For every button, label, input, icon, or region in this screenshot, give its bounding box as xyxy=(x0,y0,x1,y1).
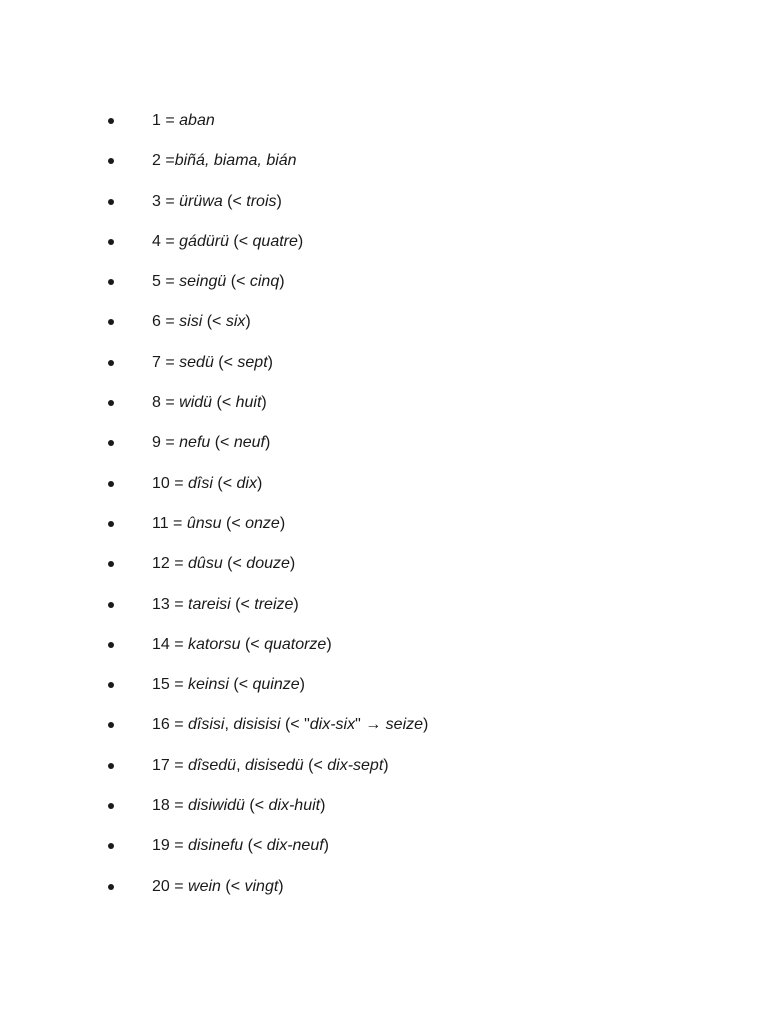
equals-sign: = xyxy=(160,192,180,210)
numeral-entry xyxy=(152,705,428,745)
equals-sign: = xyxy=(169,756,189,774)
annotation-text: (< xyxy=(220,877,245,895)
word-form: dix xyxy=(236,474,257,492)
word-form: seingü xyxy=(179,273,227,291)
numeral-number: 15 xyxy=(152,676,170,694)
annotation-text: (< xyxy=(230,595,255,613)
word-form: dix-neuf xyxy=(266,837,324,855)
annotation-text: ) xyxy=(299,676,305,694)
annotation-text: ) xyxy=(276,192,282,210)
annotation-text: ) xyxy=(323,837,329,855)
annotation-text: (< " xyxy=(280,716,310,734)
word-form: sedü xyxy=(179,353,214,371)
numeral-entry xyxy=(152,867,284,907)
bullet-icon xyxy=(108,602,114,608)
word-form: neuf xyxy=(233,434,265,452)
word-form: katorsu xyxy=(188,635,241,653)
bullet-icon xyxy=(108,158,114,164)
annotation-text: (< xyxy=(213,353,238,371)
word-form: treize xyxy=(254,595,294,613)
equals-sign: = xyxy=(169,635,189,653)
annotation-text: (< xyxy=(212,474,237,492)
numeral-entry xyxy=(152,141,297,181)
numeral-entry xyxy=(152,101,215,141)
equals-sign: = xyxy=(160,112,180,129)
bullet-icon xyxy=(108,521,114,527)
bullet-icon xyxy=(108,722,114,728)
numeral-entry xyxy=(152,504,285,544)
word-form: widü xyxy=(179,394,213,412)
annotation-text: ) xyxy=(326,635,332,653)
numeral-number: 14 xyxy=(152,635,170,653)
bullet-icon xyxy=(108,279,114,285)
numeral-entry xyxy=(152,826,329,866)
word-form: disiwidü xyxy=(188,797,245,815)
word-form: dix-sept xyxy=(327,756,384,774)
equals-sign: = xyxy=(169,555,189,573)
bullet-icon xyxy=(108,763,114,769)
word-form: dûsu xyxy=(188,555,223,573)
word-form: biñá, biama, bián xyxy=(174,152,297,170)
annotation-text: (< xyxy=(303,756,328,774)
numeral-number: 2 xyxy=(152,152,161,170)
bullet-icon xyxy=(108,803,114,809)
bullet-icon xyxy=(108,319,114,325)
numeral-number: 5 xyxy=(152,273,161,291)
numeral-entry xyxy=(152,343,273,383)
numeral-number: 8 xyxy=(152,394,161,412)
equals-sign: = xyxy=(160,353,180,371)
annotation-text: ) xyxy=(279,273,285,291)
numeral-entry xyxy=(152,786,325,826)
word-form: quatre xyxy=(252,232,298,250)
annotation-text: ) xyxy=(383,756,389,774)
numeral-number: 19 xyxy=(152,837,170,855)
annotation-text: (< xyxy=(210,434,234,452)
annotation-text: ) xyxy=(279,514,286,532)
numeral-number: 20 xyxy=(152,877,170,895)
annotation-text: ) xyxy=(289,555,296,573)
word-form: huit xyxy=(235,394,262,412)
word-form: dîsisi xyxy=(188,716,225,734)
word-form: sept xyxy=(237,353,268,371)
numeral-number: 16 xyxy=(152,716,170,734)
annotation-text: (< xyxy=(240,635,265,653)
word-form: dîsi xyxy=(188,474,213,492)
numeral-number: 13 xyxy=(152,595,170,613)
word-form: nefu xyxy=(179,434,211,452)
word-form: seize xyxy=(385,716,424,734)
numeral-number: 7 xyxy=(152,353,161,371)
bullet-icon xyxy=(108,239,114,245)
word-form: six xyxy=(225,313,246,331)
word-form: onze xyxy=(245,514,280,532)
annotation-text: ) xyxy=(245,313,251,331)
equals-sign: = xyxy=(160,394,180,412)
word-form: douze xyxy=(246,555,290,573)
annotation-text: , xyxy=(236,756,245,774)
bullet-icon xyxy=(108,440,114,446)
word-form: gádürü xyxy=(179,232,229,250)
annotation-text: (< xyxy=(228,232,253,250)
annotation-text: " → xyxy=(355,716,386,734)
annotation-text: (< xyxy=(221,514,246,532)
equals-sign: = xyxy=(169,837,189,855)
word-form: dix-huit xyxy=(268,797,321,815)
annotation-text: , xyxy=(224,716,234,734)
annotation-text: (< xyxy=(243,837,267,855)
word-form: dix-six xyxy=(309,716,356,734)
annotation-text: ) xyxy=(293,595,299,613)
numeral-entry xyxy=(152,383,267,423)
bullet-icon xyxy=(108,561,114,567)
numeral-number: 3 xyxy=(152,192,161,210)
numeral-entry xyxy=(152,665,305,705)
annotation-text: ) xyxy=(278,877,284,895)
bullet-icon xyxy=(108,682,114,688)
word-form: ürüwa xyxy=(179,192,223,210)
numeral-entry xyxy=(152,262,285,302)
word-form: tareisi xyxy=(188,595,231,613)
annotation-text: (< xyxy=(222,192,247,210)
word-form: quinze xyxy=(252,676,300,694)
bullet-icon xyxy=(108,884,114,890)
equals-sign: = xyxy=(169,797,189,815)
annotation-text: ) xyxy=(264,434,271,452)
annotation-text: ) xyxy=(297,232,304,250)
word-form: disinefu xyxy=(188,837,244,855)
bullet-icon xyxy=(108,481,114,487)
numeral-entry xyxy=(152,302,251,342)
bullet-icon xyxy=(108,642,114,648)
numeral-number: 9 xyxy=(152,434,161,452)
word-form: dîsedü xyxy=(188,756,237,774)
equals-sign: = xyxy=(160,434,180,452)
word-form: quatorze xyxy=(264,635,327,653)
numeral-number: 1 xyxy=(152,112,161,129)
word-form: disisedü xyxy=(244,756,304,774)
bullet-icon xyxy=(108,843,114,849)
equals-sign: = xyxy=(160,232,180,250)
equals-sign: = xyxy=(160,152,175,170)
equals-sign: = xyxy=(169,877,189,895)
bullet-icon xyxy=(108,118,114,124)
numeral-number: 12 xyxy=(152,555,170,573)
bullet-icon xyxy=(108,199,114,205)
annotation-text: (< xyxy=(228,676,253,694)
word-form: trois xyxy=(246,192,277,210)
annotation-text: (< xyxy=(244,797,269,815)
numeral-entry xyxy=(152,746,389,786)
word-form: vingt xyxy=(244,877,279,895)
equals-sign: = xyxy=(169,595,189,613)
equals-sign: = xyxy=(168,514,187,532)
equals-sign: = xyxy=(169,676,189,694)
annotation-text: ) xyxy=(423,716,429,734)
numeral-entry xyxy=(152,464,262,504)
numeral-entry xyxy=(152,222,303,262)
numeral-number: 10 xyxy=(152,474,170,492)
numeral-entry xyxy=(152,182,282,222)
word-form: keinsi xyxy=(188,676,229,694)
bullet-icon xyxy=(108,360,114,366)
numeral-entry xyxy=(152,625,332,665)
word-form: wein xyxy=(188,877,221,895)
numeral-number: 11 xyxy=(152,514,169,532)
numeral-entry xyxy=(152,585,299,625)
word-form: disisisi xyxy=(233,716,281,734)
annotation-text: (< xyxy=(202,313,226,331)
numeral-entry xyxy=(152,423,270,463)
equals-sign: = xyxy=(160,313,180,331)
equals-sign: = xyxy=(169,474,189,492)
numeral-number: 17 xyxy=(152,756,170,774)
word-form: cinq xyxy=(249,273,280,291)
word-form: sisi xyxy=(179,313,203,331)
word-form: aban xyxy=(179,112,215,129)
equals-sign: = xyxy=(169,716,189,734)
annotation-text: (< xyxy=(226,273,250,291)
numeral-number: 6 xyxy=(152,313,161,331)
numeral-entry xyxy=(152,544,295,584)
annotation-text: ) xyxy=(256,474,263,492)
numeral-number: 18 xyxy=(152,797,170,815)
equals-sign: = xyxy=(160,273,180,291)
word-form: ûnsu xyxy=(186,514,222,532)
bullet-icon xyxy=(108,400,114,406)
annotation-text: (< xyxy=(222,555,247,573)
annotation-text: ) xyxy=(267,353,273,371)
annotation-text: ) xyxy=(261,394,267,412)
numeral-number: 4 xyxy=(152,232,161,250)
annotation-text: (< xyxy=(212,394,236,412)
annotation-text: ) xyxy=(320,797,326,815)
